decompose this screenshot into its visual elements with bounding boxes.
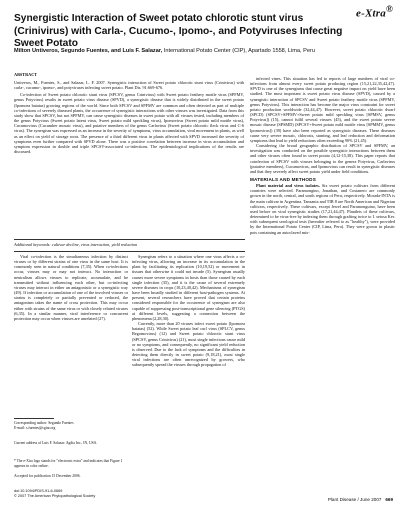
subsection-heading: Plant material and virus isolates. (256, 183, 320, 189)
author-block (14, 48, 394, 55)
logo-text: e-Xtra (356, 7, 386, 20)
running-footer (328, 497, 393, 502)
body-paragraph: infected vines. This situation has led to reports of large numbers of viral co-infections from almost every sweet potato producing region (15,21,22,35,42,47). SPVD is one of the synergisms that cause great negative impact on yield have been studied. The most important is sweet potato virus disease (SPVD), caused by a synergistic interaction of SPCSV and Sweet potato feathery mottle virus (SPFMV, genus Potyvirus). This interaction has become the major virus constraint for sweet potato production worldwide (32,44,47). However, sweet potato chlorotic dwarf (SPCD) (SPCSV+SPFMV+Sweet potato mild speckling virus [SPMSV, genus Potyvirus]) (15), cannot fulfil several viruses (45), and the sweet potato severe mosaic disease (SPSMD) (SPCSV+Sweet potato mild mottle virus [SPMMV, genus Ipomovirus]) (39) have also been reported as synergistic diseases. These diseases cause very severe mosaic, chlorosis, stunting, and leaf reduction and deformation symptoms that lead to yield reductions often exceeding 90% (21,45). (250, 76, 395, 143)
doi-block (14, 489, 95, 499)
body-paragraph: Considering the broad geographic distribution of SPCSV and SPFMV, an investigation was conducted on the possible synergistic interactions between them and other viruses often found in sweet potato (4,12-15,38). This paper reports that coinfection of SPCSV with viruses belonging to the genera Potyvirus, Carlavirus (putative members), Cucumovirus, and Ipomovirus can result in synergistic diseases and that they severely affect sweet potato yield under field conditions. (250, 143, 395, 174)
page-number: 669 (385, 497, 393, 502)
keywords: Additional keywords: cultivar decline, virus interaction, yield reduction (14, 242, 138, 247)
section-heading: MATERIALS AND METHODS (250, 176, 316, 182)
footnote-rule (14, 418, 54, 419)
acceptance-note: Accepted for publication 15 December 2006. (14, 474, 81, 478)
column-3 (250, 76, 395, 235)
body-paragraph: Synergism refers to a situation where one virus affects a co-infecting virus, allowing an increase in its accumulation in the plant by facilitating its replication (10,19,52) or movement in tissues that otherwise it could not invade (5). Synergism usually causes more severe symptoms in hosts than those caused by each single infection (35), and it is the cause of several extremely severe diseases in crops (10,23,40,42). Mechanisms of synergism have been broadly studied in different host-pathogen systems. At present, several researchers have proved that certain proteins considered responsible for the occurrence of synergism are also capable of suppressing post-transcriptional gene silencing (PTGS) at different levels, suggesting a connection between the phenomena (2,28,30). (132, 254, 245, 321)
article-title: Synergistic Interaction of Sweet potato chlorotic stunt virus (Crinivirus) with Carla-, Cucumo-, Ipomo-, and Potyviruses Infecting Sweet Potato (14, 13, 343, 49)
column-1 (14, 254, 128, 321)
divider (14, 251, 245, 252)
current-address: Current address of Luis F. Salazar: Agdia Inc., IN, USA. (14, 441, 98, 445)
abstract-body: Co-infection of Sweet potato chlorotic stunt virus (SPCSV, genus Crinivirus) with Sweet potato feathery mottle virus (SPFMV, genus Potyvirus) results in sweet potato virus disease (SPVD), a synergistic disease that is widely distributed in the sweet potato (Ipomoea batatas) growing regions of the world. Since both SPCSV and SPFMV are common and often detected as part of multiple co-infections of severely diseased plants, the occurrence of synergistic interactions with other viruses was investigated. Data from this study show that SPCSV, but not SPFMV, can cause synergistic diseases in sweet potato with all viruses tested, including members of the genus Potyvirus (Sweet potato latent virus, Sweet potato mild speckling virus), Ipomovirus (Sweet potato mild mottle virus), Cucumovirus (Cucumber mosaic virus), and putative members of the genus Carlavirus (Sweet potato chlorotic fleck virus and C-6 virus). The synergism was expressed as an increase in the severity of symptoms, virus accumulation, viral movement in plants, as well as an effect on yield of storage roots. The presence of a third different virus in plants affected with SPVD increased the severity of symptoms even further compared with SPVD alone. There was a positive correlation between increase in virus accumulation and symptom expression in double and triple SPCSV-associated co-infections. The epidemiological implications of the results are discussed. (14, 92, 244, 154)
column-2 (132, 254, 245, 367)
intro-paragraph: Viral co-infection is the simultaneous infection by distinct viruses or by different strains of one virus in the same host. It is commonly seen in natural conditions (7,35). When co-infections occur, viruses may or may not interact. No interaction or neutralism allows viruses to replicate, accumulate, and be transmitted without influencing each other, but co-infecting viruses may interact in either an antagonistic or a synergistic way (49). If infection or accumulation of one of the involved viruses or strains is completely or partially prevented or reduced, the antagonism takes the name of cross protection. This may occur either with strains of the same virus or with closely related viruses (6,35). In a similar manner, viral interference or concurrent protection may occur when viruses are unrelated (27). (14, 254, 128, 321)
journal-issue: Plant Disease / June 2007 (327, 497, 382, 502)
divider (14, 239, 245, 240)
corresponding-author: Corresponding author: Segundo Fuentes E-mail: s.fuentes@cgiar.org (14, 421, 74, 430)
body-paragraph: Currently, more than 20 viruses infect sweet potato (Ipomoea batatas) (52). While Sweet potato leaf curl virus (SPLCV, genus Begomovirus) (12) and Sweet potato chlorotic stunt virus (SPCSV, genus Crinivirus) (21), most single infections cause mild or no symptoms, and consequently, no significant yield reduction is observed. Due to the lack of symptoms and the difficulties in detecting them directly in sweet potato (9,18,21), most single viral infections are often unrecognized by growers, who subsequently spread the viruses through propagation of (132, 321, 245, 368)
abstract-block (14, 72, 244, 157)
abstract-citation: Untiveros, M., Fuentes, S., and Salazar, L. F. 2007. Synergistic interaction of Sweet potato chlorotic stunt virus (Crinivirus) with carla-, cucumo-, ipomo-, and potyviruses infecting sweet potato. Plant Dis. 91:669-676. (14, 79, 244, 90)
copyright: © 2007 The American Phytopathological Society (14, 494, 96, 498)
doi-link[interactable]: doi:10.1094/PDIS-91-6-0669 (14, 489, 63, 493)
abstract-label: ABSTRACT (14, 72, 38, 77)
author-affiliation: International Potato Center (CIP), Apartado 1558, Lima, Peru (163, 48, 315, 54)
e-xtra-note: * The e-Xtra logo stands for "electronic extra" and indicates that Figure 1 appears in color online. (14, 459, 123, 468)
logo-mark: ® (385, 4, 393, 14)
author-names: Milton Untiveros, Segundo Fuentes, and Luis F. Salazar, (14, 48, 163, 54)
body-paragraph: Six sweet potato cultivars from different countries were selected. Paramongino, Jonathan, and Costanero are commonly grown in the north, central, and south regions of Peru, respectively. Morada-INTA is the main cultivar in Argentina. Tanzania and TIB 8 are North American and Nigerian cultivars, respectively. These cultivars, except Jewel and Paramonguino, have been used before on viral synergistic studies (17,21,44,47). Plantlets of these cultivars, determined to be virus-free by indexing them through grafting twice to I. setosa Ker. with subsequent serological tests (hereafter referred to as "healthy"), were provided by the International Potato Center (CIP, Lima, Peru). They were grown in plastic pots containing an autoclaved mix- (250, 183, 396, 235)
e-xtra-logo (356, 4, 393, 20)
